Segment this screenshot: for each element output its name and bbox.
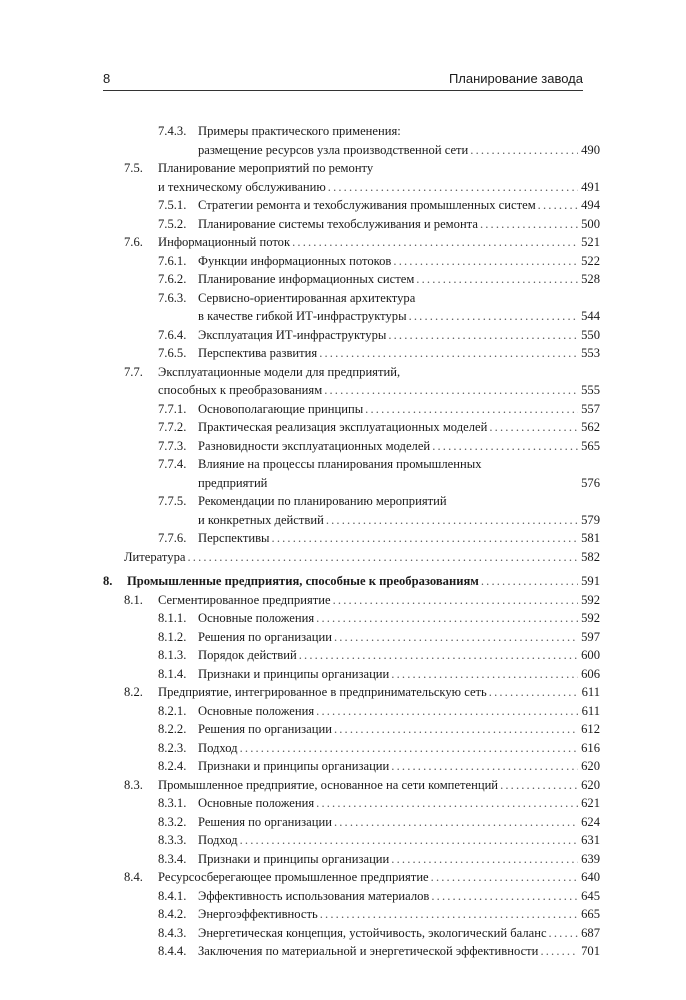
toc-title: Признаки и принципы организации: [198, 759, 390, 773]
toc-number: 7.7.6.: [158, 531, 187, 545]
toc-page-number: 597: [581, 629, 600, 644]
toc-title: Заключения по материальной и энергетической эффективности: [198, 944, 539, 958]
toc-entry: [158, 776, 600, 795]
toc-leader-dots: [393, 252, 578, 271]
toc-title: в качестве гибкой ИТ-инфраструктуры: [198, 309, 407, 323]
toc-entry: [198, 702, 600, 721]
toc-row[interactable]: [103, 831, 600, 850]
toc-leader-dots: [470, 141, 578, 160]
toc-title: Признаки и принципы организации: [198, 851, 390, 866]
toc-row[interactable]: [103, 665, 600, 684]
toc-page-number: 592: [581, 592, 600, 607]
toc-number: 7.7.3.: [158, 438, 187, 453]
toc-row[interactable]: [103, 381, 600, 400]
toc-entry: [198, 196, 600, 215]
toc-page-number: 640: [581, 870, 600, 884]
toc-number: 7.7.5.: [158, 494, 187, 508]
page-number: 8: [103, 71, 111, 86]
toc-leader-dots: [409, 307, 578, 326]
toc-leader-dots: [187, 548, 578, 567]
toc-number: 8.: [103, 574, 113, 588]
toc-page-number: 555: [581, 383, 600, 397]
toc-entry: [198, 215, 600, 234]
toc-title: Энергетическая концепция, устойчивость, экологический баланс: [198, 925, 547, 940]
toc-entry: [198, 529, 600, 548]
toc-row[interactable]: [103, 455, 600, 474]
toc-entry: [198, 942, 600, 961]
toc-row[interactable]: [103, 609, 600, 628]
toc-row[interactable]: [103, 215, 600, 234]
toc-row[interactable]: [103, 529, 600, 548]
toc-entry: [198, 474, 600, 493]
toc-title: Эффективность использования материалов: [198, 888, 430, 903]
toc-page-number: 665: [581, 907, 600, 921]
toc-title: Разновидности эксплуатационных моделей: [198, 438, 431, 453]
toc-number: 7.7.4.: [158, 457, 187, 471]
toc-row[interactable]: [103, 252, 600, 271]
toc-entry: [198, 924, 600, 943]
toc-row[interactable]: [103, 813, 600, 832]
toc-leader-dots: [391, 757, 578, 776]
toc-title: Сегментированное предприятие: [158, 592, 331, 607]
toc-entry: [158, 868, 600, 887]
toc-page-number: 687: [581, 925, 600, 940]
toc-title: Планирование информационных систем: [198, 272, 415, 286]
toc-entry: [158, 178, 600, 197]
toc-entry: [198, 270, 600, 289]
toc-row[interactable]: [103, 141, 600, 160]
toc-number: 7.6.: [124, 235, 143, 249]
toc-row[interactable]: [103, 646, 600, 665]
toc-row[interactable]: [103, 326, 600, 345]
toc-page-number: 592: [581, 611, 600, 625]
toc-row[interactable]: [103, 776, 600, 795]
toc-entry: [198, 905, 600, 924]
toc-row[interactable]: [103, 720, 600, 739]
toc-entry: [198, 344, 600, 363]
toc-page-number: 645: [581, 888, 600, 903]
toc-entry: [124, 548, 600, 567]
toc-row[interactable]: [103, 887, 600, 906]
toc-leader-dots: [272, 529, 578, 548]
toc-leader-dots: [500, 776, 578, 795]
toc-row[interactable]: [103, 363, 600, 382]
toc-title: Рекомендации по планированию мероприятий: [198, 494, 447, 508]
toc-row[interactable]: [103, 400, 600, 419]
toc-number: 8.2.1.: [158, 703, 187, 718]
toc-row[interactable]: [103, 942, 600, 961]
toc-leader-dots: [365, 400, 578, 419]
toc-title: Основные положения: [198, 703, 315, 718]
toc-title: Влияние на процессы планирования промышленных: [198, 457, 482, 471]
toc-row[interactable]: [103, 344, 600, 363]
toc-entry: [198, 831, 600, 850]
toc-title: Решения по организации: [198, 814, 332, 829]
toc-row[interactable]: [103, 178, 600, 197]
toc-number: 8.3.1.: [158, 796, 187, 810]
toc-row[interactable]: [103, 548, 600, 567]
toc-entry: [198, 492, 600, 511]
toc-page-number: 591: [581, 574, 600, 588]
toc-row[interactable]: [103, 591, 600, 610]
toc-leader-dots: [540, 942, 578, 961]
toc-title: Эксплуатация ИТ-инфраструктуры: [198, 327, 387, 342]
toc-leader-dots: [316, 702, 578, 721]
toc-title: Практическая реализация эксплуатационных моделей: [198, 420, 488, 434]
toc-title: Признаки и принципы организации: [198, 666, 390, 681]
toc-title: Информационный поток: [158, 235, 291, 249]
toc-leader-dots: [388, 326, 578, 345]
toc-page-number: 544: [581, 309, 600, 323]
toc-entry: [198, 850, 600, 869]
toc-entry: [198, 757, 600, 776]
toc-leader-dots: [299, 646, 578, 665]
toc-leader-dots: [316, 794, 578, 813]
toc-number: 8.1.4.: [158, 666, 187, 681]
toc-title: Перспективы: [198, 531, 270, 545]
toc-entry: [198, 665, 600, 684]
toc-leader-dots: [538, 196, 578, 215]
toc-entry: [198, 887, 600, 906]
toc-page-number: 620: [581, 777, 600, 792]
toc-page-number: 606: [581, 666, 600, 681]
toc-row[interactable]: [103, 868, 600, 887]
toc-number: 8.2.: [124, 685, 143, 699]
toc-title: Предприятие, интегрированное в предпринимательскую сеть: [158, 685, 487, 699]
toc-page-number: 621: [581, 796, 600, 810]
toc-page-number: 522: [581, 253, 600, 268]
toc-page-number: 624: [581, 814, 600, 829]
toc-entry: [198, 289, 600, 308]
toc-page-number: 639: [581, 851, 600, 866]
toc-title: Основные положения: [198, 796, 315, 810]
toc-row[interactable]: [103, 683, 600, 702]
toc-entry: [198, 646, 600, 665]
toc-number: 7.5.: [124, 161, 143, 175]
toc-leader-dots: [324, 381, 578, 400]
toc-leader-dots: [391, 665, 578, 684]
toc-title: Основополагающие принципы: [198, 401, 364, 416]
toc-number: 7.5.1.: [158, 198, 187, 212]
toc-number: 8.4.: [124, 870, 143, 884]
toc-number: 7.6.1.: [158, 253, 187, 268]
toc-row[interactable]: [103, 437, 600, 456]
toc-title: Решения по организации: [198, 629, 332, 644]
toc-leader-dots: [316, 609, 578, 628]
toc-leader-dots: [391, 850, 578, 869]
toc-number: 8.4.1.: [158, 888, 187, 903]
toc-entry: [158, 233, 600, 252]
toc-page-number: 550: [581, 327, 600, 342]
toc-page-number: 581: [581, 531, 600, 545]
toc-leader-dots: [334, 813, 578, 832]
toc-page-number: 500: [581, 216, 600, 231]
toc-leader-dots: [416, 270, 578, 289]
toc-number: 8.3.: [124, 777, 143, 792]
toc-leader-dots: [489, 683, 578, 702]
toc-number: 7.6.2.: [158, 272, 187, 286]
toc-title: Литература: [124, 549, 186, 564]
toc-title: Подход: [198, 740, 238, 755]
toc-title: способных к преобразованиям: [158, 383, 323, 397]
toc-page-number: 631: [581, 833, 600, 847]
toc-title: Промышленное предприятие, основанное на сети компетенций: [158, 777, 499, 792]
toc-entry: [158, 591, 600, 610]
toc-row[interactable]: [103, 122, 600, 141]
toc-row[interactable]: [103, 270, 600, 289]
toc-leader-dots: [240, 831, 578, 850]
toc-row[interactable]: [103, 289, 600, 308]
toc-title: Сервисно-ориентированная архитектура: [198, 290, 416, 305]
toc-entry: [198, 400, 600, 419]
toc-entry: [158, 363, 600, 382]
toc-entry: [198, 437, 600, 456]
toc-entry: [198, 609, 600, 628]
toc-number: 8.1.2.: [158, 629, 187, 644]
toc-entry: [198, 813, 600, 832]
toc-row[interactable]: [103, 196, 600, 215]
toc-leader-dots: [328, 178, 578, 197]
toc-page-number: 579: [581, 512, 600, 527]
toc-row[interactable]: [103, 905, 600, 924]
toc-number: 7.7.1.: [158, 401, 187, 416]
toc-number: 7.6.5.: [158, 346, 187, 360]
toc-title: Подход: [198, 833, 238, 847]
toc-leader-dots: [431, 887, 578, 906]
toc-title: Порядок действий: [198, 648, 297, 662]
toc-leader-dots: [333, 591, 578, 610]
toc-number: 8.1.3.: [158, 648, 187, 662]
toc-row[interactable]: [103, 418, 600, 437]
toc-number: 7.7.2.: [158, 420, 187, 434]
toc-entry: [198, 628, 600, 647]
toc-number: 7.5.2.: [158, 216, 187, 231]
toc-page-number: 491: [581, 179, 600, 194]
toc-leader-dots: [320, 905, 578, 924]
toc-entry: [158, 159, 600, 178]
toc-number: 8.4.4.: [158, 944, 187, 958]
toc-row[interactable]: [103, 739, 600, 758]
toc-number: 8.2.2.: [158, 722, 187, 736]
toc-entry: [198, 122, 600, 141]
toc-row[interactable]: [103, 492, 600, 511]
toc-entry: [198, 511, 600, 530]
toc-entry: [198, 720, 600, 739]
toc-page-number: 521: [581, 235, 600, 249]
toc-entry: [198, 252, 600, 271]
toc-row[interactable]: [103, 794, 600, 813]
toc-title: Функции информационных потоков: [198, 253, 392, 268]
toc-title: и техническому обслуживанию: [158, 179, 326, 194]
toc-page-number: 616: [581, 740, 600, 755]
page-header: [103, 68, 583, 91]
toc-number: 8.3.3.: [158, 833, 187, 847]
toc-number: 8.4.2.: [158, 907, 187, 921]
toc-page-number: 620: [581, 759, 600, 773]
toc-number: 8.2.4.: [158, 759, 187, 773]
toc-row[interactable]: [103, 159, 600, 178]
toc-leader-dots: [334, 720, 578, 739]
toc-number: 7.6.4.: [158, 327, 187, 342]
running-title: Планирование завода: [448, 71, 583, 86]
toc-page-number: 553: [581, 346, 600, 360]
toc-title: размещение ресурсов узла производственной сети: [198, 142, 469, 157]
toc-page-number: 611: [581, 685, 600, 699]
toc-title: Ресурсосберегающее промышленное предприятие: [158, 870, 429, 884]
toc-page-number: 576: [581, 475, 600, 490]
toc-page-number: 494: [581, 198, 600, 212]
toc-title: Планирование мероприятий по ремонту: [158, 161, 374, 175]
toc-leader-dots: [240, 739, 578, 758]
toc-row[interactable]: [103, 474, 600, 493]
toc-entry: [198, 307, 600, 326]
toc-number: 8.2.3.: [158, 740, 187, 755]
toc-page-number: 611: [581, 703, 600, 718]
toc-row[interactable]: [103, 702, 600, 721]
toc-entry: [198, 739, 600, 758]
toc-leader-dots: [489, 418, 578, 437]
toc-number: 7.7.: [124, 364, 143, 379]
toc-title: Эксплуатационные модели для предприятий,: [158, 364, 401, 379]
toc-page-number: 582: [581, 549, 600, 564]
toc-entry: [198, 141, 600, 160]
toc-title: предприятий: [198, 475, 268, 490]
toc-title: Решения по организации: [198, 722, 332, 736]
toc-row[interactable]: [103, 757, 600, 776]
toc-entry: [198, 326, 600, 345]
toc-number: 8.4.3.: [158, 925, 187, 940]
toc-page-number: 490: [581, 142, 600, 157]
toc-title: Основные положения: [198, 611, 315, 625]
toc-leader-dots: [292, 233, 578, 252]
toc-title: Перспектива развития: [198, 346, 318, 360]
toc-number: 8.1.1.: [158, 611, 187, 625]
toc-row[interactable]: [103, 628, 600, 647]
toc-leader-dots: [549, 924, 578, 943]
toc-leader-dots: [432, 437, 578, 456]
toc-entry: [198, 794, 600, 813]
toc-page-number: 562: [581, 420, 600, 434]
toc-leader-dots: [480, 215, 578, 234]
toc-title: Примеры практического применения:: [198, 124, 401, 138]
toc-entry: [198, 418, 600, 437]
toc-row[interactable]: [103, 850, 600, 869]
toc-row[interactable]: [103, 511, 600, 530]
toc-row[interactable]: [103, 924, 600, 943]
toc-number: 8.1.: [124, 592, 143, 607]
table-of-contents: [103, 122, 600, 961]
toc-page-number: 557: [581, 401, 600, 416]
toc-leader-dots: [319, 344, 578, 363]
toc-entry: [198, 455, 600, 474]
toc-title: Планирование системы техобслуживания и ремонта: [198, 216, 478, 231]
toc-row[interactable]: [103, 307, 600, 326]
toc-page-number: 600: [581, 648, 600, 662]
toc-title: Энергоэффективность: [198, 907, 318, 921]
toc-leader-dots: [326, 511, 578, 530]
toc-entry: [158, 683, 600, 702]
toc-number: 7.4.3.: [158, 124, 187, 138]
toc-page-number: 565: [581, 438, 600, 453]
toc-entry: [127, 572, 600, 591]
toc-page-number: 528: [581, 272, 600, 286]
toc-row[interactable]: [103, 233, 600, 252]
toc-title: Стратегии ремонта и техобслуживания промышленных систем: [198, 198, 536, 212]
toc-number: 7.6.3.: [158, 290, 187, 305]
toc-leader-dots: [431, 868, 578, 887]
toc-title: и конкретных действий: [198, 512, 324, 527]
toc-page-number: 612: [581, 722, 600, 736]
toc-page-number: 701: [581, 944, 600, 958]
toc-entry: [158, 381, 600, 400]
toc-number: 8.3.4.: [158, 851, 187, 866]
toc-leader-dots: [334, 628, 578, 647]
toc-leader-dots: [481, 572, 578, 591]
toc-title: Промышленные предприятия, способные к преобразованиям: [127, 574, 479, 588]
toc-number: 8.3.2.: [158, 814, 187, 829]
toc-row[interactable]: [103, 572, 600, 591]
